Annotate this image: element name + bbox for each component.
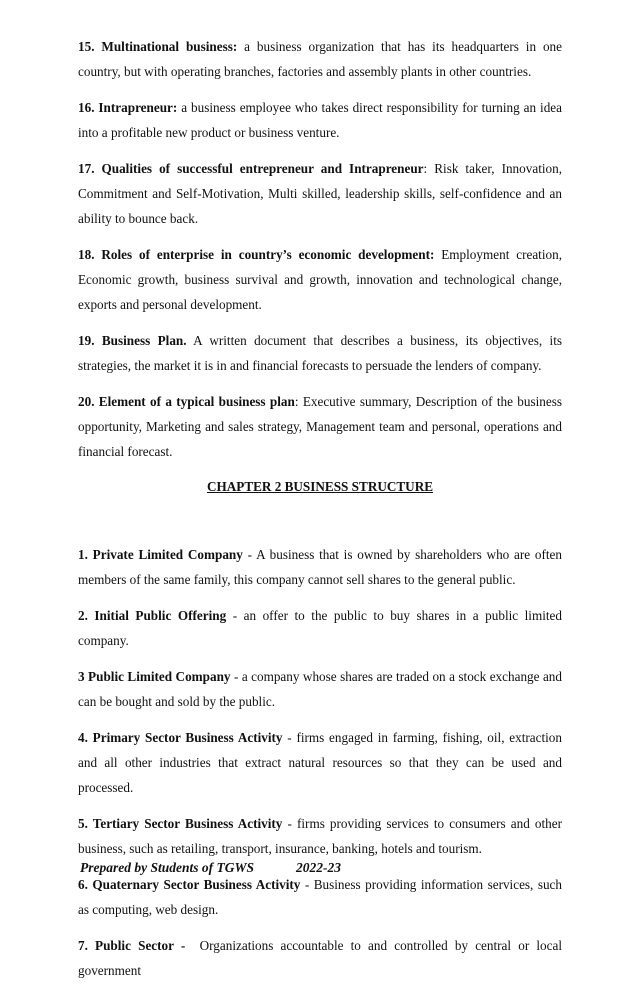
definition-item — [78, 156, 562, 231]
definition-term: 7. Public Sector - — [78, 938, 186, 953]
definition-item — [78, 389, 562, 464]
definition-term: 4. Primary Sector Business Activity — [78, 730, 283, 745]
definitions-list-part1 — [78, 34, 562, 464]
page-footer — [80, 860, 341, 876]
definition-item — [78, 542, 562, 592]
definition-text: : Executive summary, Description of the business opportunity, Marketing and sales strategy, Management team and personal, operations and financial forecast. — [78, 394, 562, 459]
definition-term: 20. Element of a typical business plan — [78, 394, 295, 409]
definitions-list-part2 — [78, 542, 566, 983]
definition-item — [78, 725, 562, 800]
document-page — [78, 34, 566, 994]
definition-text: A written document that describes a business, its objectives, its strategies, the market it is in and financial forecasts to persuade the lenders of company. — [78, 333, 562, 373]
definition-item — [78, 34, 562, 84]
definition-text: Organizations accountable to and controlled by central or local government — [78, 938, 566, 978]
definition-text: a business organization that has its headquarters in one country, but with operating branches, factories and assembly plants in other countries. — [78, 39, 562, 79]
definition-term: 5. Tertiary Sector Business Activity — [78, 816, 283, 831]
definition-term: 2. Initial Public Offering — [78, 608, 227, 623]
definition-term: 3 Public Limited Company — [78, 669, 231, 684]
chapter-heading: CHAPTER 2 BUSINESS STRUCTURE — [206, 479, 434, 494]
definition-text: Employment creation, Economic growth, business survival and growth, innovation and technological change, exports and personal development. — [78, 247, 562, 312]
definition-term: 18. Roles of enterprise in country’s economic development: — [78, 247, 435, 262]
definition-term: 17. Qualities of successful entrepreneur and Intrapreneur — [78, 161, 424, 176]
definition-item — [78, 328, 562, 378]
definition-term: 19. Business Plan. — [78, 333, 187, 348]
definition-term: 15. Multinational business: — [78, 39, 238, 54]
definition-text: a business employee who takes direct responsibility for turning an idea into a profitable new product or business venture. — [78, 100, 562, 140]
definition-text: - Business providing information services, such as computing, web design. — [78, 877, 563, 917]
definition-item — [78, 933, 566, 983]
footer-year: 2022-23 — [296, 860, 342, 875]
definition-term: 1. Private Limited Company — [78, 547, 243, 562]
definition-item — [78, 664, 562, 714]
definition-item — [78, 242, 562, 317]
footer-prepared-by: Prepared by Students of TGWS — [80, 860, 255, 875]
definition-text: - an offer to the public to buy shares in a public limited company. — [78, 608, 563, 648]
definition-text: - firms providing services to consumers and other business, such as retailing, transport, insurance, banking, hotels and tourism. — [78, 816, 562, 856]
definition-term: 6. Quaternary Sector Business Activity — [78, 877, 301, 892]
definition-item — [78, 872, 562, 922]
definition-text: - firms engaged in farming, fishing, oil, extraction and all other industries that extract natural resources so that they can be used and processed. — [78, 730, 562, 795]
definition-item — [78, 811, 562, 861]
definition-text: : Risk taker, Innovation, Commitment and Self-Motivation, Multi skilled, leadership skills, self-confidence and an ability to bounce back. — [78, 161, 563, 226]
definition-term: 16. Intrapreneur: — [78, 100, 178, 115]
definition-text: - A business that is owned by shareholders who are often members of the same family, this company cannot sell shares to the general public. — [78, 547, 563, 587]
definition-text: - a company whose shares are traded on a stock exchange and can be bought and sold by the public. — [78, 669, 562, 709]
definition-item — [78, 95, 562, 145]
definition-item — [78, 603, 562, 653]
